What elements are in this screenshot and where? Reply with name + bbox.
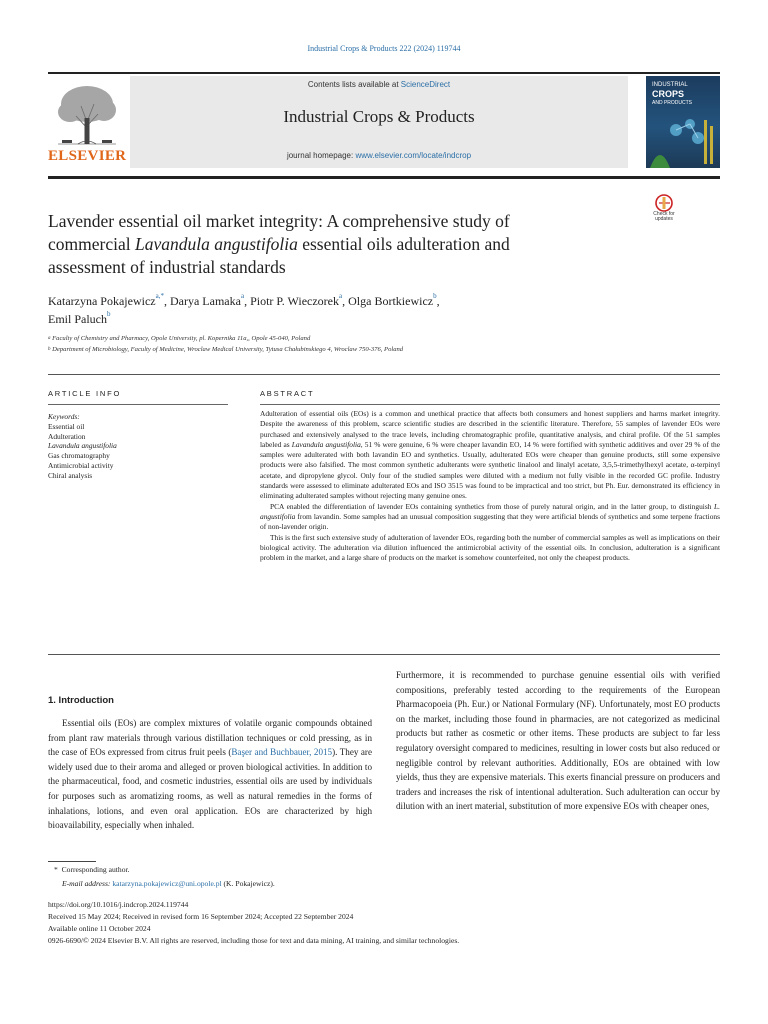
email-note xyxy=(62,879,275,888)
author-name[interactable]: Piotr P. Wieczorek xyxy=(250,294,340,308)
title-line-3: assessment of industrial standards xyxy=(48,257,286,277)
cover-artwork xyxy=(646,112,720,168)
journal-cover-image[interactable] xyxy=(646,76,720,168)
affiliation-marker: b xyxy=(48,347,51,352)
keyword-item: Antimicrobial activity xyxy=(48,460,114,470)
abstract-paragraph-1 xyxy=(260,409,720,502)
abstract-paragraph-3: This is the first such extensive study of adulteration of lavender EOs, regarding both the number of commercial samples as well as implications on their biological activity. The adulteration via dilution influenced the antimicrobial activity of the essential oils. In conclusion, adulteration is a significant problem in the market, and a large share of products on the market is somehow counterfeited, not only the cheapest products. xyxy=(260,532,720,563)
author-name[interactable]: Emil Paluch xyxy=(48,312,107,326)
introduction-heading: 1. Introduction xyxy=(48,695,114,706)
sciencedirect-link[interactable]: ScienceDirect xyxy=(400,80,451,89)
author-separator: , xyxy=(436,294,440,308)
author-name[interactable]: Olga Bortkiewicz xyxy=(348,294,434,308)
title-line-1: Lavender essential oil market integrity: A comprehensive study of xyxy=(48,211,510,231)
affiliation-b xyxy=(48,346,648,354)
received-dates: Received 15 May 2024; Received in revised form 16 September 2024; Accepted 22 September 2024 xyxy=(48,912,354,921)
keyword-item: Adulteration xyxy=(48,431,86,441)
abstract-italic: L. angustifolia xyxy=(260,501,720,521)
author-email-link[interactable]: katarzyna.pokajewicz@uni.opole.pl xyxy=(112,879,222,888)
abstract-text: from lavandin. Some samples had an unusual composition suggesting that they were artificial blends of synthetics and some terpene fractions of non-lavender origin. xyxy=(260,511,720,532)
author-separator: , xyxy=(342,294,349,308)
article-info-heading: ARTICLE INFO xyxy=(48,389,122,398)
homepage-prefix: journal homepage: xyxy=(286,151,356,160)
contents-lists-line xyxy=(130,80,628,89)
intro-right-column xyxy=(396,668,720,814)
journal-masthead xyxy=(130,76,628,168)
cover-line-2: CROPS xyxy=(652,89,685,99)
abstract-text: 51 % were genuine, 6 % were cheaper lavandin EO, 14 % were fortified with synthetic additives and over 29 % of the samples were adulterated with both lavandin EO and synthetics. Usually, adulterated EOs were cheaper than genuine products, still some expensive products were also falsified. The most common synthetic adulterants were synthetic linalool and linalyl acetate, 3,5,5-trimethylhexyl acetate, α-terpinyl acetate, and dipropylene glycol. Only four of the studied samples were diluted with a medium not fully visible in the recorded GC profile. Industry standards were assessed to eliminate adulterated EOs and ISO 3515 was found to be impractical and too strict, but Ph. Eur. demonstrated its efficiency in eliminating adulterated samples without rejecting many genuine ones. xyxy=(260,439,720,501)
abstract-body xyxy=(260,409,720,563)
intro-paragraph-continued: Furthermore, it is recommended to purchase genuine essential oils with verified compositions, preferably tested according to the requirements of the European Pharmacopoeia (Ph. Eur.) or National Formulary (NF). Unfortunately, most EO products on the market, including those found in pharmacies, are not categorized as medicinal products but rather as cosmetic or other items. These products are subject to far less regulatory oversight compared to medicines, resulting in lower costs but also reduced or negligible control by relevant authorities. Additionally, EOs are obtained with low yields, thus they are expensive materials. This exerts financial pressure on producers and traders and increases the risk of intentional adulteration. Such adulteration can occur by dilution with an inert material, substitution of more expensive EOs with cheaper ones, xyxy=(396,670,720,812)
article-title xyxy=(48,210,628,279)
article-info-rule xyxy=(48,404,228,405)
author-affiliation-marker[interactable]: b xyxy=(107,310,111,318)
intro-text: Essential oils (EOs) are complex mixtures of volatile organic compounds obtained from plant raw materials through various distillation techniques or cold pressing, as in the case of EOs expressed from citrus fruit peels ( xyxy=(48,718,372,758)
running-head[interactable]: Industrial Crops & Products 222 (2024) 119744 xyxy=(307,44,461,53)
affiliation-a xyxy=(48,335,648,343)
journal-homepage-link[interactable]: www.elsevier.com/locate/indcrop xyxy=(355,151,472,160)
copyright-notice: 0926-6690/© 2024 Elsevier B.V. All rights are reserved, including those for text and data mining, AI training, and similar technologies. xyxy=(48,936,460,945)
abstract-text: Adulteration of essential oils (EOs) is a common and unethical practice that affects both consumers and honest suppliers and harms market integrity. Despite the awareness of this problem, scarce scientific studies are described in the scientific literature. Therefore, 55 samples of lavender EOs were purchased and extensively analysed to the trace levels, including chromatographic profile, quantitative analysis, and chiral profile. Of the 51 samples labeled as xyxy=(260,409,720,449)
available-online-date: Available online 11 October 2024 xyxy=(48,924,151,933)
footnote-rule xyxy=(48,861,96,862)
section-rule xyxy=(48,374,720,375)
author-affiliation-marker[interactable]: b xyxy=(433,292,437,300)
cover-line-3: AND PRODUCTS xyxy=(652,100,693,106)
author-name[interactable]: Katarzyna Pokajewicz xyxy=(48,294,156,308)
abstract-text: PCA enabled the differentiation of lavender EOs containing synthetics from those of purely natural origin, and in the latter group, to distinguish xyxy=(270,501,715,511)
journal-homepage-line xyxy=(130,151,628,160)
masthead-rule xyxy=(48,176,720,179)
author-name[interactable]: Darya Lamaka xyxy=(169,294,241,308)
email-suffix: (K. Pokajewicz). xyxy=(223,879,275,888)
title-line-2-post: essential oils adulteration and xyxy=(297,234,510,254)
title-line-2-pre: commercial xyxy=(48,234,135,254)
doi-link[interactable]: https://doi.org/10.1016/j.indcrop.2024.119744 xyxy=(48,900,189,909)
keyword-item: Essential oil xyxy=(48,421,85,431)
author-separator: , xyxy=(163,294,170,308)
corresponding-author-note xyxy=(54,865,130,874)
affiliation-text: Department of Microbiology, Faculty of Medicine, Wroclaw Medical University, Tytusa Chałubinskiego 4, Wroclaw 750-376, Poland xyxy=(52,346,404,353)
author-affiliation-marker[interactable]: a,* xyxy=(155,292,164,300)
author-separator: , xyxy=(244,294,251,308)
check-for-updates-label[interactable]: Check for updates xyxy=(653,211,675,222)
intro-paragraph xyxy=(48,716,372,833)
title-line-2-italic: Lavandula angustifolia xyxy=(134,234,298,254)
abstract-end-rule xyxy=(48,654,720,655)
cover-line-1: INDUSTRIAL xyxy=(652,82,688,88)
abstract-heading: ABSTRACT xyxy=(260,389,315,398)
header-rule xyxy=(48,72,720,74)
elsevier-wordmark: ELSEVIER xyxy=(48,148,127,164)
abstract-rule xyxy=(260,404,720,405)
citation-link[interactable]: Başer and Buchbauer, 2015 xyxy=(231,747,333,758)
intro-left-column xyxy=(48,716,372,833)
journal-title: Industrial Crops & Products xyxy=(283,107,475,126)
affiliation-text: Faculty of Chemistry and Pharmacy, Opole University, pl. Kopernika 11a,, Opole 45-040, Poland xyxy=(52,335,311,342)
intro-text: ). They are widely used due to their aroma and alleged or proven biological activities. In addition to the pharmaceutical, food, and cosmetic industries, essential oils are used by individuals for purposes such as aromatizing rooms, as well as natural remedies in the forms of inhalations, lotions, and even oral application. EOs are characterized by high bioavailability, especially when inhaled. xyxy=(48,747,372,831)
keywords-title: Keywords: xyxy=(48,412,80,421)
contents-prefix: Contents lists available at xyxy=(307,80,401,89)
keywords-block xyxy=(48,412,228,481)
keyword-item: Gas chromatography xyxy=(48,451,110,461)
author-affiliation-marker[interactable]: a xyxy=(339,292,343,300)
abstract-italic: Lavandula angustifolia, xyxy=(291,439,363,449)
email-label: E-mail address: xyxy=(62,879,111,888)
keyword-item: Chiral analysis xyxy=(48,470,93,480)
keyword-item: Lavandula angustifolia xyxy=(48,441,117,451)
author-affiliation-marker[interactable]: a xyxy=(240,292,245,300)
affiliation-marker: a xyxy=(48,336,51,341)
corresponding-text: Corresponding author. xyxy=(61,865,130,874)
corresponding-mark: * xyxy=(54,865,58,874)
abstract-paragraph-2 xyxy=(260,502,720,533)
author-list xyxy=(48,292,608,328)
